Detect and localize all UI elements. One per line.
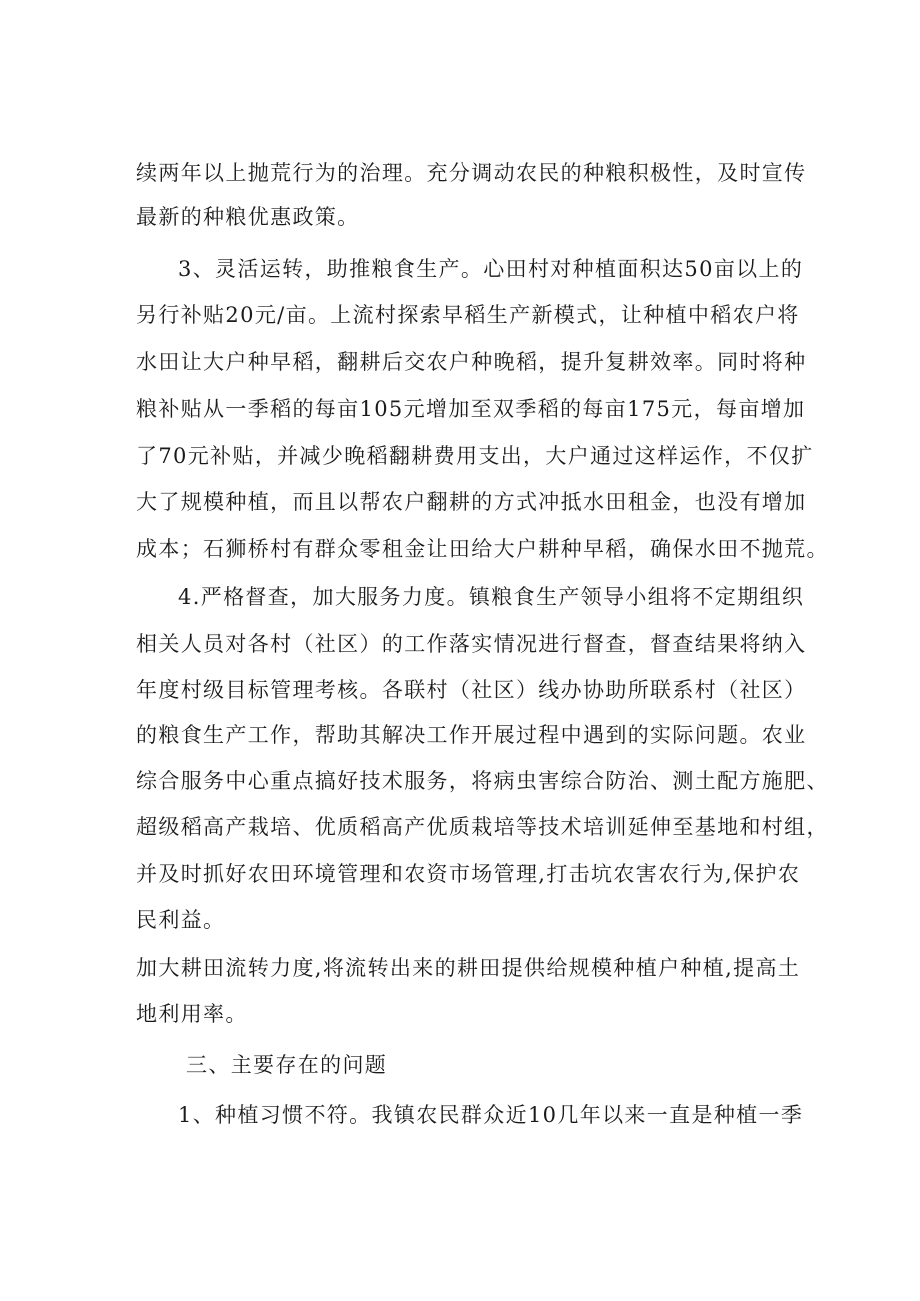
paragraph-line: 地利用率。 [136,1002,248,1026]
paragraph-line: 加大耕田流转力度,将流转出来的耕田提供给规模种植户种植,提高土 [136,956,801,980]
paragraph-line: 成本；石狮桥村有群众零租金让田给大户耕种早稻，确保水田不抛荒。 [136,537,829,561]
section-heading: 三、主要存在的问题 [186,1053,388,1077]
paragraph-line: 的粮食生产工作，帮助其解决工作开展过程中遇到的实际问题。农业 [136,723,807,747]
paragraph-line: 民利益。 [136,908,226,932]
paragraph-line: 续两年以上抛荒行为的治理。充分调动农民的种粮积极性，及时宣传 [136,161,807,185]
paragraph-line: 综合服务中心重点搞好技术服务，将病虫害综合防治、测土配方施肥、 [136,769,829,793]
paragraph-line: 相关人员对各村（社区）的工作落实情况进行督查，督查结果将纳入 [136,632,807,656]
paragraph-line: 水田让大户种早稻，翻耕后交农户种晚稻，提升复耕效率。同时将种 [136,350,807,374]
paragraph-line: 年度村级目标管理考核。各联村（社区）线办协助所联系村（社区） [136,678,807,702]
paragraph-4-first-line: 4.严格督查，加大服务力度。镇粮食生产领导小组将不定期组织 [178,585,805,609]
paragraph-line: 并及时抓好农田环境管理和农资市场管理,打击坑农害农行为,保护农 [136,862,801,886]
paragraph-line: 超级稻高产栽培、优质稻高产优质栽培等技术培训延伸至基地和村组， [136,815,829,839]
paragraph-3-first-line: 3、灵活运转，助推粮食生产。心田村对种植面积达50亩以上的 [178,257,804,281]
paragraph-line: 另行补贴20元/亩。上流村探索早稻生产新模式，让种植中稻农户将 [136,303,800,327]
paragraph-line: 大了规模种植，而且以帮农户翻耕的方式冲抵水田租金，也没有增加 [136,490,807,514]
paragraph-line: 粮补贴从一季稻的每亩105元增加至双季稻的每亩175元，每亩增加 [136,397,806,421]
paragraph-line: 最新的种粮优惠政策。 [136,205,360,229]
paragraph-line: 了70元补贴，并减少晚稻翻耕费用支出，大户通过这样运作，不仅扩 [136,444,814,468]
paragraph-1-first-line: 1、种植习惯不符。我镇农民群众近10几年以来一直是种植一季 [178,1103,804,1127]
